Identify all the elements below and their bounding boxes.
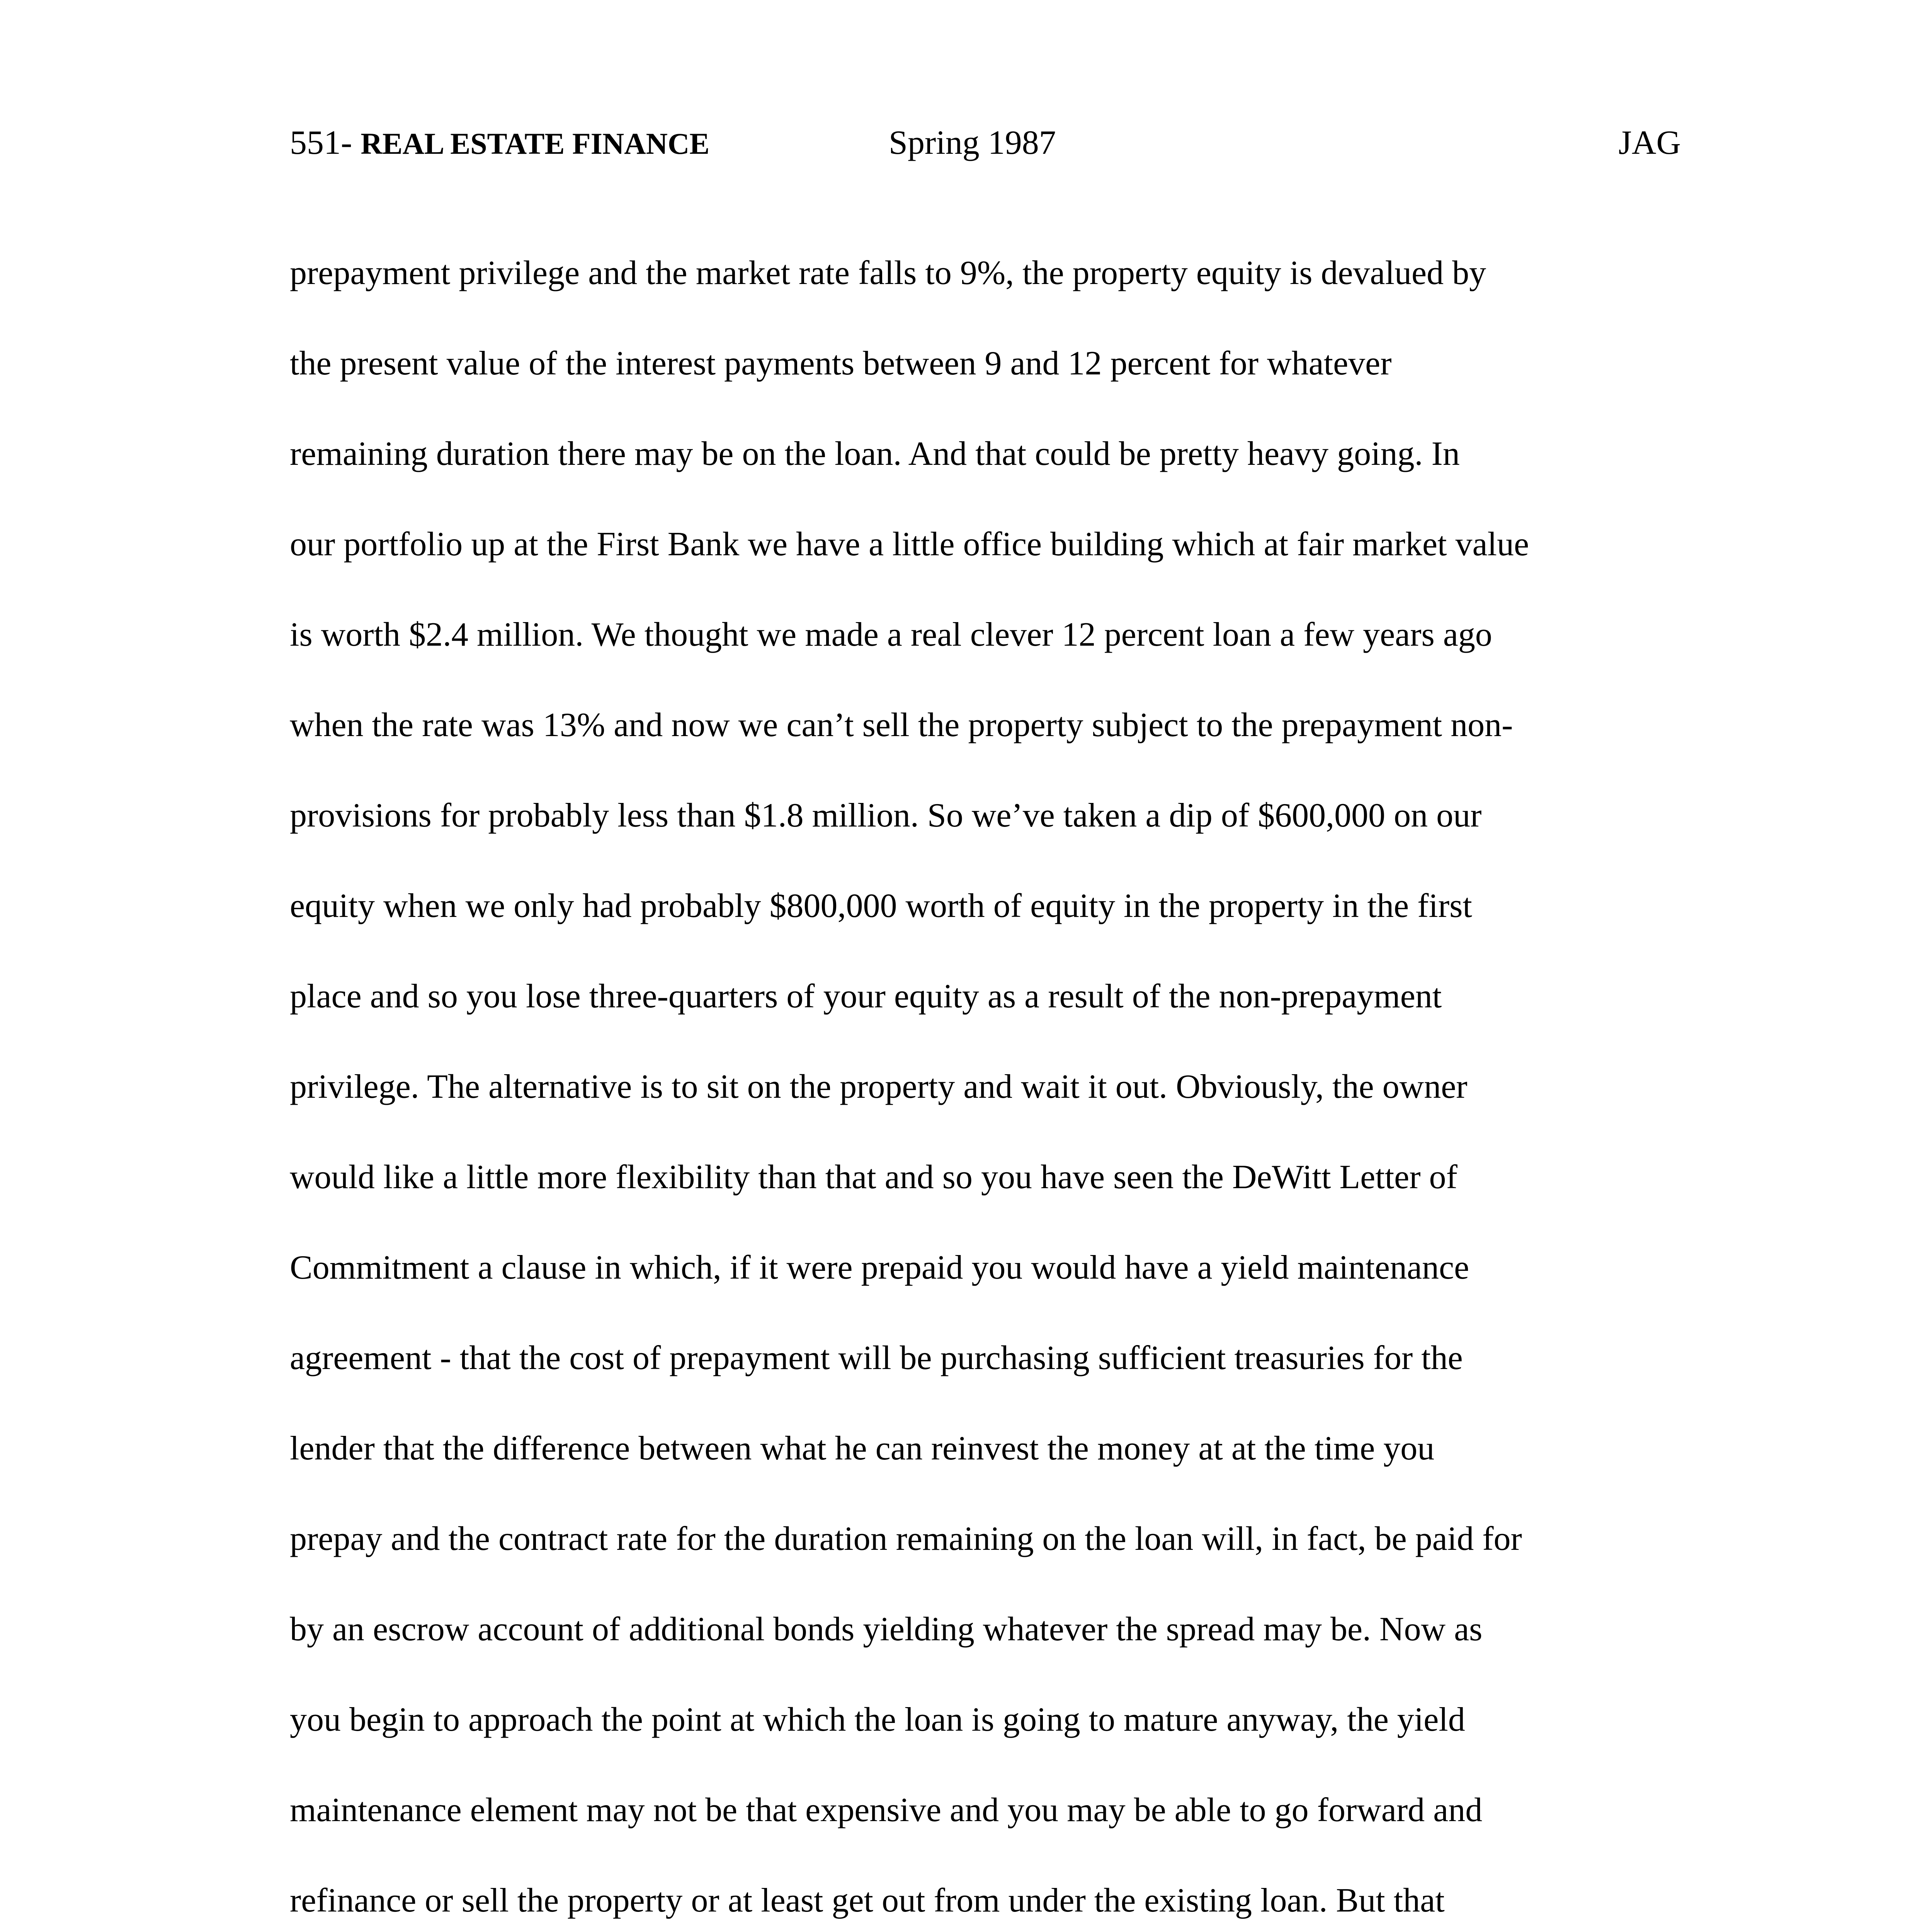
body-text: [290, 228, 1685, 1932]
text-line: prepay and the contract rate for the duration remaining on the loan will, in fact, be paid for: [290, 1520, 1522, 1558]
text-line: Commitment a clause in which, if it were prepaid you would have a yield maintenance: [290, 1249, 1469, 1286]
text-line: maintenance element may not be that expensive and you may be able to go forward and: [290, 1791, 1483, 1829]
text-line: is worth $2.4 million. We thought we made a real clever 12 percent loan a few years ago: [290, 616, 1492, 653]
text-line: prepayment privilege and the market rate falls to 9%, the property equity is devalued by: [290, 254, 1486, 292]
header-initials: JAG: [1618, 124, 1681, 162]
text-line: equity when we only had probably $800,000 worth of equity in the property in the first: [290, 887, 1472, 925]
course-number: 551-: [290, 124, 352, 162]
header-term: Spring 1987: [889, 124, 1056, 162]
text-line: agreement - that the cost of prepayment will be purchasing sufficient treasuries for the: [290, 1339, 1463, 1377]
text-line: place and so you lose three-quarters of your equity as a result of the non-prepayment: [290, 978, 1442, 1015]
text-line: by an escrow account of additional bonds yielding whatever the spread may be. Now as: [290, 1611, 1483, 1648]
course-title: REAL ESTATE FINANCE: [361, 127, 710, 160]
text-line: lender that the difference between what he can reinvest the money at at the time you: [290, 1430, 1435, 1467]
text-line: when the rate was 13% and now we can’t sell the property subject to the prepayment non-: [290, 706, 1513, 744]
text-line: refinance or sell the property or at least get out from under the existing loan. But that: [290, 1882, 1445, 1919]
text-line: would like a little more flexibility than that and so you have seen the DeWitt Letter of: [290, 1158, 1458, 1196]
text-line: you begin to approach the point at which the loan is going to mature anyway, the yield: [290, 1701, 1465, 1738]
text-line: privilege. The alternative is to sit on the property and wait it out. Obviously, the owner: [290, 1068, 1468, 1105]
header-course: [290, 116, 709, 171]
text-line: the present value of the interest payments between 9 and 12 percent for whatever: [290, 345, 1392, 382]
text-line: remaining duration there may be on the loan. And that could be pretty heavy going. In: [290, 435, 1460, 473]
text-line: our portfolio up at the First Bank we have a little office building which at fair market value: [290, 526, 1529, 563]
text-line: provisions for probably less than $1.8 million. So we’ve taken a dip of $600,000 on our: [290, 797, 1482, 834]
page-header: [290, 116, 1681, 170]
